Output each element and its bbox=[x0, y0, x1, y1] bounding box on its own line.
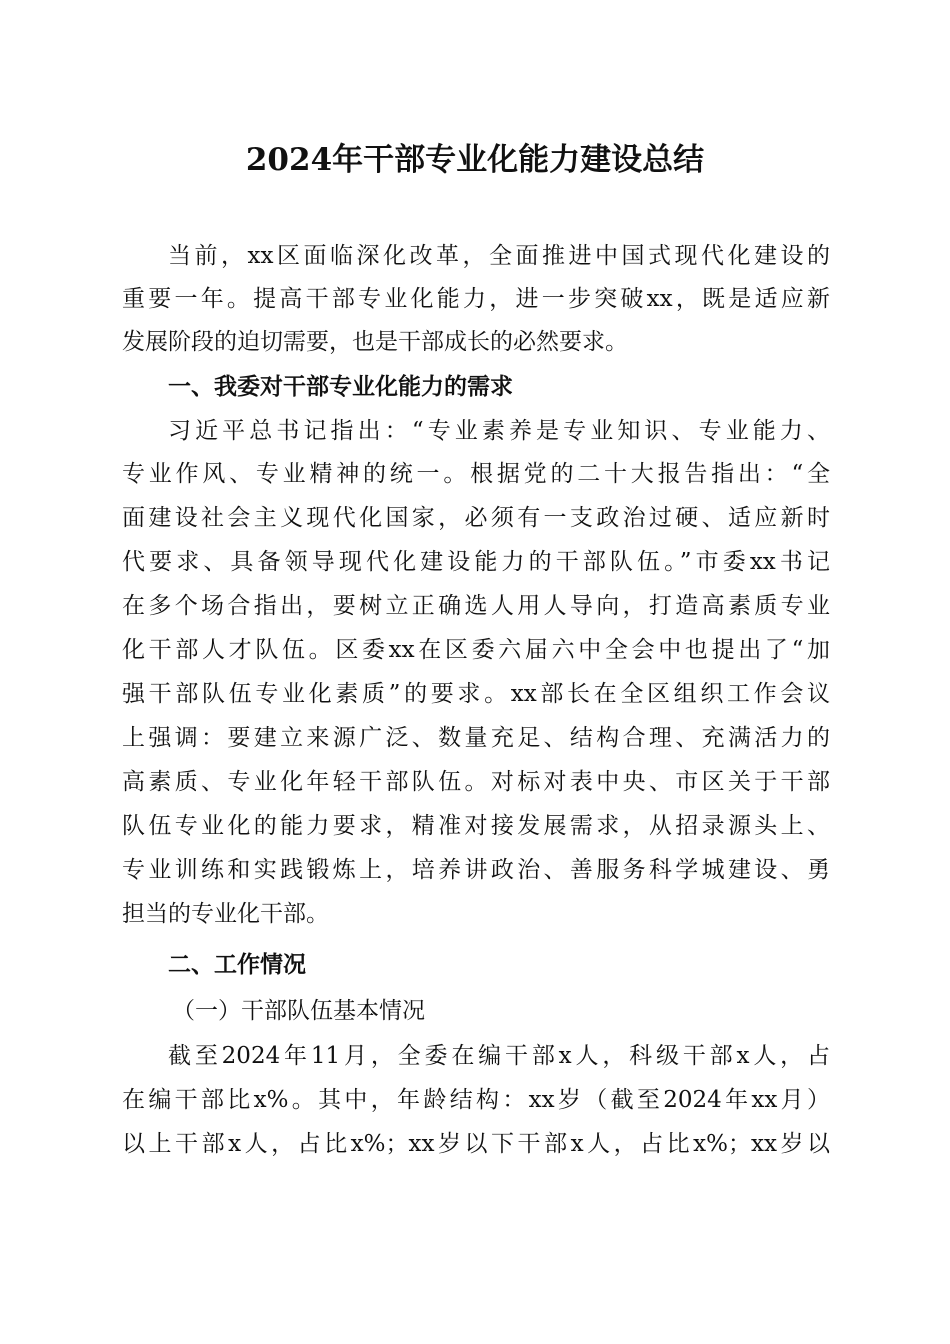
intro-line-1: 当前，xx区面临深化改革，全面推进中国式现代化建设的 bbox=[168, 243, 830, 269]
section-1-line-2: 专业作风、专业精神的统一。根据党的二十大报告指出：“全 bbox=[122, 461, 830, 487]
subsection-1-heading: （一）干部队伍基本情况 bbox=[172, 998, 425, 1024]
section-1-line-12: 担当的专业化干部。 bbox=[122, 901, 329, 927]
document-title: 2024年干部专业化能力建设总结 bbox=[245, 142, 705, 178]
section-1-line-4: 代要求、具备领导现代化建设能力的干部队伍。”市委xx书记 bbox=[122, 549, 830, 575]
subsection-1-line-2: 在编干部比x%。其中，年龄结构：xx岁（截至2024年xx月） bbox=[122, 1087, 830, 1113]
section-1-line-10: 队伍专业化的能力要求，精准对接发展需求，从招录源头上、 bbox=[122, 813, 830, 839]
section-1-line-6: 化干部人才队伍。区委xx在区委六届六中全会中也提出了“加 bbox=[122, 637, 830, 663]
section-1-line-3: 面建设社会主义现代化国家，必须有一支政治过硬、适应新时 bbox=[122, 505, 830, 531]
intro-line-3: 发展阶段的迫切需要，也是干部成长的必然要求。 bbox=[122, 329, 628, 355]
section-1-heading: 一、我委对干部专业化能力的需求 bbox=[168, 373, 513, 400]
section-1-line-5: 在多个场合指出，要树立正确选人用人导向，打造高素质专业 bbox=[122, 593, 830, 619]
section-1-line-7: 强干部队伍专业化素质”的要求。xx部长在全区组织工作会议 bbox=[122, 681, 830, 707]
section-2-heading: 二、工作情况 bbox=[168, 951, 306, 978]
subsection-1-line-3: 以上干部x人，占比x%；xx岁以下干部x人，占比x%；xx岁以 bbox=[122, 1131, 830, 1157]
section-1-line-9: 高素质、专业化年轻干部队伍。对标对表中央、市区关于干部 bbox=[122, 769, 830, 795]
subsection-1-line-1: 截至2024年11月，全委在编干部x人，科级干部x人，占 bbox=[168, 1043, 830, 1069]
intro-line-2: 重要一年。提高干部专业化能力，进一步突破xx，既是适应新 bbox=[122, 286, 830, 312]
section-1-line-11: 专业训练和实践锻炼上，培养讲政治、善服务科学城建设、勇 bbox=[122, 857, 830, 883]
section-1-line-1: 习近平总书记指出：“专业素养是专业知识、专业能力、 bbox=[168, 418, 830, 444]
section-1-line-8: 上强调：要建立来源广泛、数量充足、结构合理、充满活力的 bbox=[122, 725, 830, 751]
